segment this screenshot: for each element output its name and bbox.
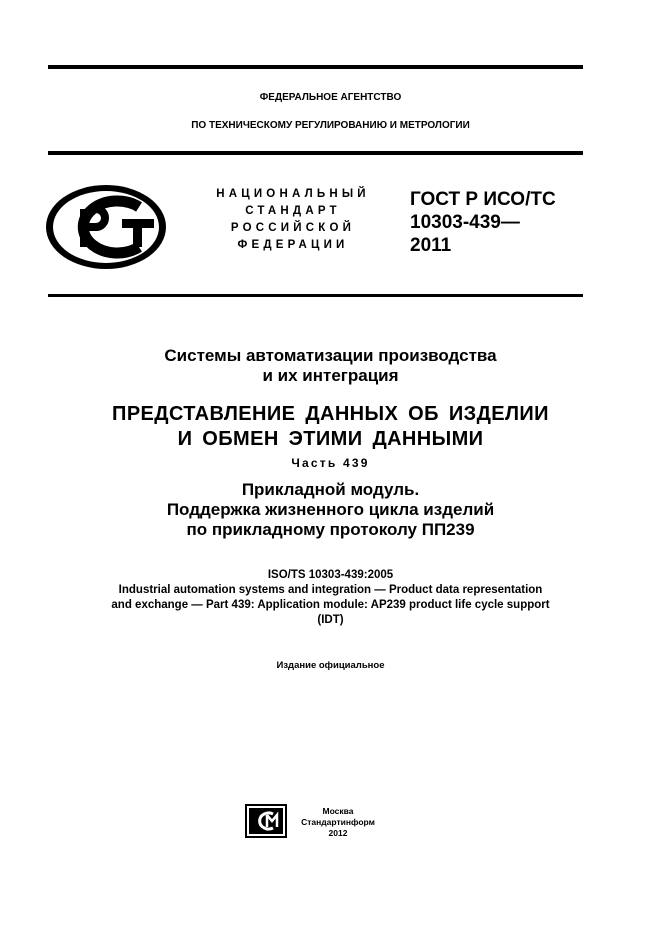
- designation-line: 2011: [410, 235, 452, 256]
- main-title-line: И ОБМЕН ЭТИМИ ДАННЫМИ: [177, 428, 484, 450]
- general-title-line: и их интеграция: [262, 366, 399, 385]
- sub-title-line: Прикладной модуль.: [241, 480, 420, 499]
- international-reference-line: (IDT): [317, 614, 344, 626]
- sub-title-line: по прикладному протоколу ПП239: [186, 520, 475, 539]
- gost-r-logo: [44, 183, 168, 271]
- header-rule: [48, 151, 583, 155]
- international-reference-line: ISO/TS 10303-439:2005: [267, 569, 394, 581]
- agency-name-line2: ПО ТЕХНИЧЕСКОМУ РЕГУЛИРОВАНИЮ И МЕТРОЛОГИИ: [191, 120, 470, 131]
- part-label: Часть 439: [291, 456, 370, 470]
- main-title-line: ПРЕДСТАВЛЕНИЕ ДАННЫХ ОБ ИЗДЕЛИИ: [112, 403, 549, 425]
- publisher-name: Стандартинформ: [301, 817, 375, 827]
- sub-title-line: Поддержка жизненного цикла изделий: [166, 500, 495, 519]
- publisher-year: 2012: [328, 828, 348, 838]
- international-reference-line: and exchange — Part 439: Application module: AP239 product life cycle support: [111, 599, 550, 611]
- edition-label: Издание официальное: [276, 660, 385, 671]
- publisher-city: Москва: [322, 806, 354, 816]
- national-standard-line: НАЦИОНАЛЬНЫЙ: [216, 188, 370, 200]
- national-standard-line: РОССИЙСКОЙ: [230, 222, 356, 234]
- top-rule: [48, 65, 583, 69]
- standard-designation: [410, 188, 590, 257]
- publisher-logo: [245, 804, 287, 838]
- designation-line: ГОСТ Р ИСО/ТС: [410, 189, 556, 210]
- designation-line: 10303-439—: [410, 212, 520, 233]
- main-title: [0, 402, 661, 452]
- general-title: [0, 346, 661, 386]
- sub-title: [0, 480, 661, 540]
- national-standard-line: СТАНДАРТ: [245, 205, 341, 217]
- national-standard-label: [198, 186, 388, 254]
- national-standard-line: ФЕДЕРАЦИИ: [237, 239, 349, 251]
- agency-name-line1: ФЕДЕРАЛЬНОЕ АГЕНТСТВО: [259, 92, 402, 103]
- international-reference-line: Industrial automation systems and integration — Product data representation: [118, 584, 543, 596]
- publisher-info: [288, 806, 388, 839]
- general-title-line: Системы автоматизации производства: [164, 346, 497, 365]
- standard-block-rule: [48, 294, 583, 297]
- international-reference: [0, 568, 661, 628]
